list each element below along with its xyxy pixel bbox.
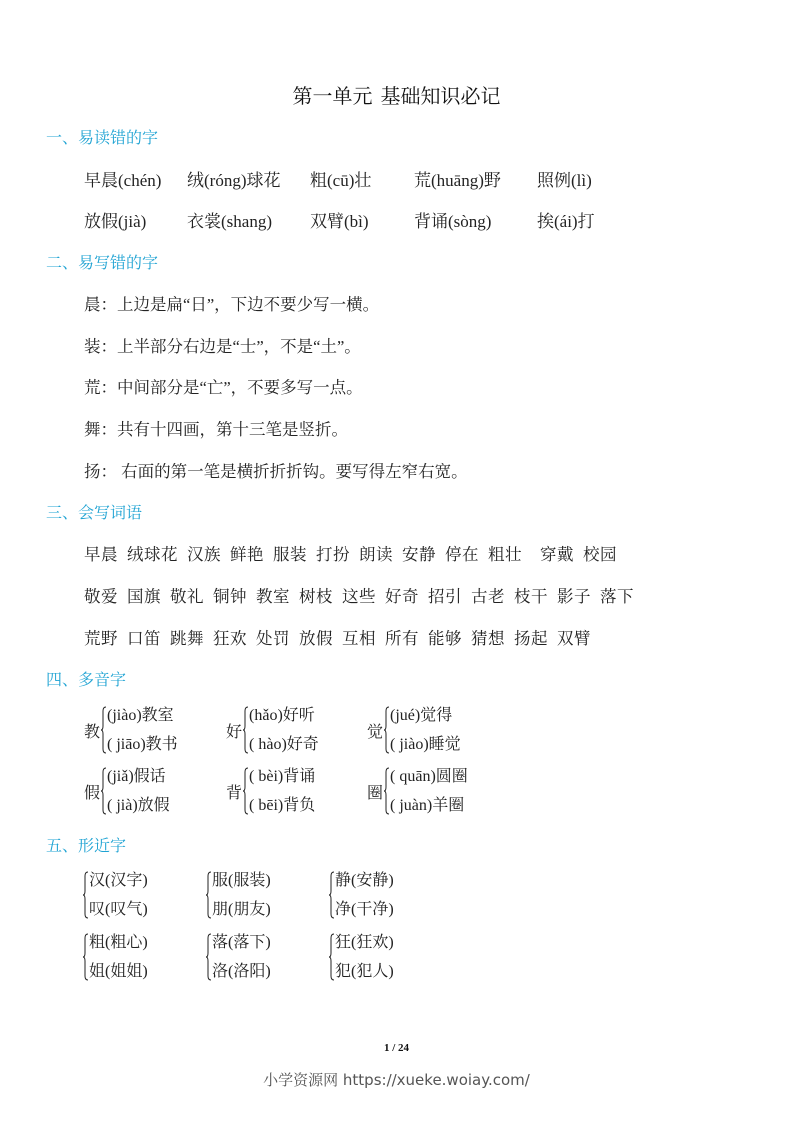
polyphone-option: ( jiāo)教书 [107,736,178,753]
similar-char: 汉(汉字) [89,872,148,889]
similar-char: 静(安静) [335,872,394,889]
polyphone-group [84,762,170,820]
word: 国旗 [127,587,161,606]
word: 教室 [256,587,290,606]
word: 打扮 [316,545,350,564]
pinyin-item: 衣裳(shang) [187,212,272,231]
polyphone-option: (jiǎ)假话 [107,768,166,785]
writing-tip: 荒：中间部分是“亡”，不要多写一点。 [84,378,363,397]
polyphone-group [84,701,178,759]
pinyin-item: 早晨(chén) [84,171,162,190]
polyphone-option: ( bèi)背诵 [249,768,316,785]
page-number: 1 / 24 [383,1042,410,1054]
word: 口笛 [127,629,161,648]
word: 朗读 [359,545,393,564]
pinyin-item: 挨(ái)打 [537,212,595,231]
polyphone-option: ( bēi)背负 [249,797,316,814]
word: 穿戴 [540,545,574,564]
word: 影子 [557,587,591,606]
title-topic: 基础知识必记 [380,84,501,108]
brace-icon [243,767,249,815]
word: 互相 [342,629,376,648]
polyphone-option: (jué)觉得 [390,707,453,724]
polyphone-option: ( juàn)羊圈 [390,797,465,814]
polyphone-char: 圈 [367,784,384,802]
word: 扬起 [514,629,548,648]
polyphone-char: 教 [84,723,101,741]
word: 绒球花 [127,545,178,564]
similar-char-group [83,866,148,924]
polyphone-option: ( jiào)睡觉 [390,736,461,753]
pinyin-item: 背诵(sòng) [414,212,492,231]
title-unit: 第一单元 [292,84,373,108]
word: 枝干 [514,587,548,606]
section-heading-1: 一、易读错的字 [46,128,159,147]
pinyin-item: 粗(cū)壮 [310,171,372,190]
word-row [84,541,626,565]
pinyin-item: 绒(róng)球花 [187,171,281,190]
similar-char: 服(服装) [212,872,271,889]
pinyin-item: 双臂(bì) [310,212,369,231]
word-row [84,625,600,649]
brace-icon [206,871,212,919]
similar-char: 姐(姐姐) [89,963,148,980]
polyphone-char: 背 [226,784,243,802]
word: 好奇 [385,587,419,606]
word: 安静 [402,545,436,564]
section-heading-4: 四、多音字 [46,670,127,689]
similar-char-group [206,928,271,986]
section-heading-3: 三、会写词语 [46,503,143,522]
pinyin-item: 放假(jià) [84,212,147,231]
word: 汉族 [187,545,221,564]
brace-icon [243,706,249,754]
page-title [0,80,793,109]
word: 跳舞 [170,629,204,648]
brace-icon [101,767,107,815]
word: 招引 [428,587,462,606]
similar-char: 落(落下) [212,934,271,951]
brace-icon [83,871,89,919]
word: 落下 [600,587,634,606]
similar-char: 朋(朋友) [212,901,271,918]
word: 鲜艳 [230,545,264,564]
polyphone-group [226,701,319,759]
word: 所有 [385,629,419,648]
polyphone-char: 假 [84,784,101,802]
footer-watermark: 小学资源网 https://xueke.woiay.com/ [263,1071,530,1089]
similar-char: 叹(叹气) [89,901,148,918]
word: 敬礼 [170,587,204,606]
word: 早晨 [84,545,118,564]
polyphone-option: ( quān)圆圈 [390,768,468,785]
word: 树枝 [299,587,333,606]
word: 双臂 [557,629,591,648]
word: 狂欢 [213,629,247,648]
polyphone-option: (jiào)教室 [107,707,174,724]
word: 能够 [428,629,462,648]
similar-char-group [206,866,271,924]
polyphone-option: ( hào)好奇 [249,736,319,753]
writing-tip: 装：上半部分右边是“士”，不是“土”。 [84,337,361,356]
brace-icon [101,706,107,754]
section-heading-5: 五、形近字 [46,836,127,855]
word: 这些 [342,587,376,606]
polyphone-option: ( jià)放假 [107,797,170,814]
similar-char: 粗(粗心) [89,934,148,951]
section-heading-2: 二、易写错的字 [46,253,159,272]
word: 粗壮 [488,545,522,564]
word: 停在 [445,545,479,564]
word: 处罚 [256,629,290,648]
word: 校园 [583,545,617,564]
polyphone-option: (hǎo)好听 [249,707,315,724]
word: 古老 [471,587,505,606]
word: 敬爱 [84,587,118,606]
similar-char: 犯(犯人) [335,963,394,980]
brace-icon [329,871,335,919]
polyphone-group [367,762,468,820]
writing-tip: 舞：共有十四画，第十三笔是竖折。 [84,420,348,439]
brace-icon [384,706,390,754]
similar-char: 净(干净) [335,901,394,918]
word: 荒野 [84,629,118,648]
writing-tip: 扬： 右面的第一笔是横折折折钩。要写得左窄右宽。 [84,462,468,481]
similar-char: 洛(洛阳) [212,963,271,980]
word: 猜想 [471,629,505,648]
pinyin-item: 照例(lì) [537,171,592,190]
similar-char: 狂(狂欢) [335,934,394,951]
similar-char-group [329,928,394,986]
pinyin-item: 荒(huāng)野 [414,171,501,190]
word-row [84,583,643,607]
word: 服装 [273,545,307,564]
word: 放假 [299,629,333,648]
brace-icon [329,933,335,981]
polyphone-char: 好 [226,723,243,741]
writing-tip: 晨：上边是扁“日”，下边不要少写一横。 [84,295,380,314]
similar-char-group [83,928,148,986]
word: 铜钟 [213,587,247,606]
polyphone-group [367,701,461,759]
brace-icon [206,933,212,981]
brace-icon [384,767,390,815]
polyphone-char: 觉 [367,723,384,741]
similar-char-group [329,866,394,924]
brace-icon [83,933,89,981]
polyphone-group [226,762,315,820]
